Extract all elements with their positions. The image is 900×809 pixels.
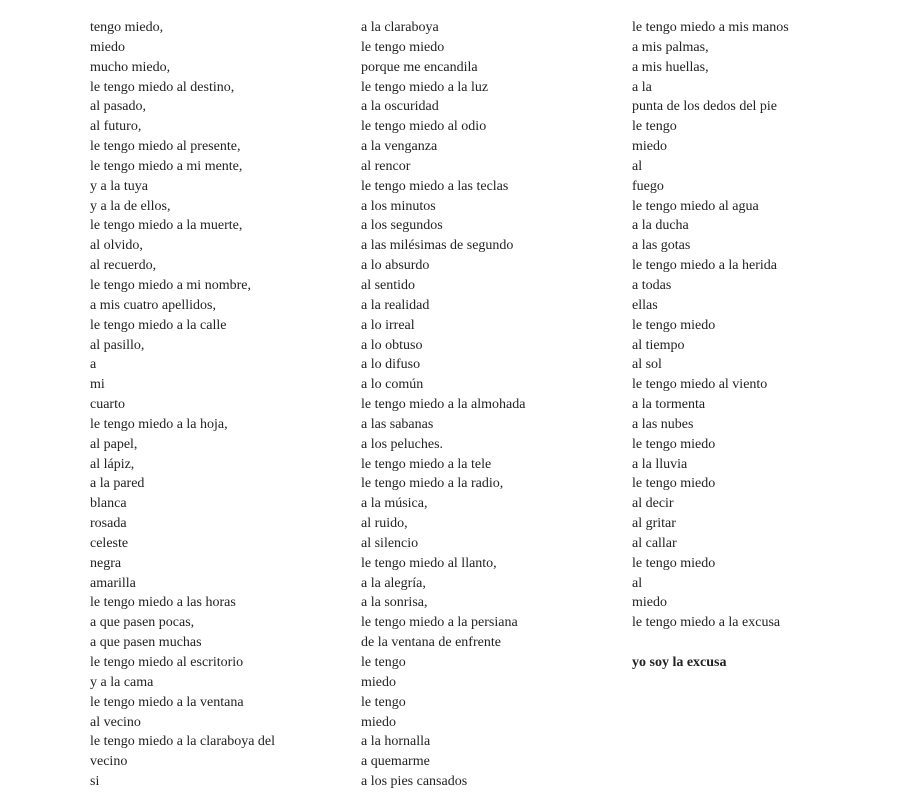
poem-line: al decir <box>632 496 674 512</box>
poem-line: a las gotas <box>632 238 691 254</box>
poem-line: mucho miedo, <box>90 59 171 75</box>
poem-line: al <box>632 575 643 591</box>
poem-line: miedo <box>632 139 667 155</box>
poem-line: a mis cuatro apellidos, <box>90 297 216 313</box>
poem-line: le tengo miedo a la luz <box>361 79 489 95</box>
poem-line: al pasillo, <box>90 337 145 353</box>
poem-line: a los peluches. <box>361 436 444 452</box>
poem-line: le tengo miedo al odio <box>361 119 487 135</box>
poem-line: a la realidad <box>361 297 430 313</box>
poem-column-3 <box>632 18 892 673</box>
poem-line: le tengo miedo a la tele <box>361 456 492 472</box>
poem-line: a la hornalla <box>361 734 431 750</box>
poem-line: le tengo miedo a la herida <box>632 258 777 274</box>
poem-column-1 <box>90 18 340 792</box>
poem-line: le tengo miedo al llanto, <box>361 555 497 571</box>
poem-line: al gritar <box>632 516 676 532</box>
poem-line: mi <box>90 377 105 393</box>
poem-line: le tengo <box>632 119 677 135</box>
poem-line: al sentido <box>361 277 416 293</box>
poem-line: a quemarme <box>361 754 430 770</box>
poem-line: le tengo miedo <box>632 555 716 571</box>
poem-line: al tiempo <box>632 337 685 353</box>
poem-line: a la lluvia <box>632 456 688 472</box>
poem-line: a las milésimas de segundo <box>361 238 514 254</box>
poem-line: a la oscuridad <box>361 99 439 115</box>
poem-line: rosada <box>90 516 127 532</box>
poem-line: a la ducha <box>632 218 689 234</box>
poem-line: a los minutos <box>361 198 436 214</box>
poem-line: a lo común <box>361 377 424 393</box>
poem-line: a la alegría, <box>361 575 426 591</box>
poem-line: a los segundos <box>361 218 443 234</box>
poem-line: le tengo miedo a la persiana <box>361 615 518 631</box>
poem-line: a la música, <box>361 496 428 512</box>
poem-line: le tengo miedo al destino, <box>90 79 235 95</box>
poem-line: le tengo <box>361 694 406 710</box>
poem-line: le tengo miedo a la hoja, <box>90 416 228 432</box>
poem-line: le tengo miedo <box>361 39 445 55</box>
poem-line: porque me encandila <box>361 59 478 75</box>
poem-line: a lo obtuso <box>361 337 423 353</box>
poem-line: le tengo miedo al agua <box>632 198 759 214</box>
poem-line: al <box>632 158 643 174</box>
poem-line: de la ventana de enfrente <box>361 635 501 651</box>
poem-line: le tengo miedo a la radio, <box>361 476 504 492</box>
poem-line: ellas <box>632 297 658 313</box>
poem-line: a lo absurdo <box>361 258 430 274</box>
poem-line: le tengo miedo <box>632 317 716 333</box>
poem-line: le tengo miedo al presente, <box>90 139 241 155</box>
poem-line: y a la de ellos, <box>90 198 171 214</box>
poem-line: a los pies cansados <box>361 774 468 790</box>
poem-line: al futuro, <box>90 119 142 135</box>
poem-line: le tengo miedo a la muerte, <box>90 218 243 234</box>
poem-line: al lápiz, <box>90 456 135 472</box>
poem-line: al ruido, <box>361 516 408 532</box>
poem-column-2 <box>361 18 611 792</box>
poem-line: y a la tuya <box>90 178 148 194</box>
poem-line: vecino <box>90 754 128 770</box>
poem-line: tengo miedo, <box>90 20 164 35</box>
poem-line: le tengo miedo a las teclas <box>361 178 509 194</box>
poem-line: al rencor <box>361 158 411 174</box>
poem-line: le tengo <box>361 655 406 670</box>
poem-line: miedo <box>632 595 667 611</box>
poem-line: le tengo miedo a la claraboya del <box>90 734 276 750</box>
poem-line: al olvido, <box>90 238 143 254</box>
poem-line: a mis palmas, <box>632 39 709 55</box>
poem-line: a las nubes <box>632 416 694 432</box>
poem-line: a las sabanas <box>361 416 434 432</box>
poem-line: le tengo miedo a las horas <box>90 595 236 611</box>
poem-line: a lo irreal <box>361 317 415 333</box>
poem-line: le tengo miedo a la ventana <box>90 694 244 710</box>
poem-line: a la venganza <box>361 139 438 155</box>
poem-line: blanca <box>90 496 127 512</box>
poem-line: le tengo miedo al viento <box>632 377 768 393</box>
poem-line: a mis huellas, <box>632 59 709 75</box>
poem-line: a la pared <box>90 476 145 492</box>
poem-line: a todas <box>632 277 672 293</box>
poem-line: al callar <box>632 535 677 551</box>
poem-line: le tengo miedo <box>632 476 716 492</box>
poem-line: cuarto <box>90 397 125 413</box>
poem-line: le tengo miedo <box>632 436 716 452</box>
poem-line: a la sonrisa, <box>361 595 428 611</box>
poem-line: negra <box>90 555 122 571</box>
poem-line: miedo <box>361 674 396 690</box>
poem-line: a la <box>632 79 652 95</box>
poem-line: al papel, <box>90 436 138 452</box>
poem-line: a que pasen muchas <box>90 635 202 651</box>
poem-line: a la claraboya <box>361 20 439 35</box>
poem-line: punta de los dedos del pie <box>632 99 778 115</box>
poem-line: miedo <box>90 39 125 55</box>
poem-line: fuego <box>632 178 664 194</box>
poem-line: al vecino <box>90 714 141 730</box>
poem-line: al pasado, <box>90 99 146 115</box>
poem-line: le tengo miedo a mi nombre, <box>90 277 251 293</box>
poem-line: le tengo miedo al escritorio <box>90 655 244 670</box>
poem-line: le tengo miedo a mi mente, <box>90 158 243 174</box>
poem-line: a que pasen pocas, <box>90 615 195 631</box>
poem-line: y a la cama <box>90 674 154 690</box>
poem-line: le tengo miedo a la excusa <box>632 615 781 631</box>
poem-line: celeste <box>90 535 129 551</box>
poem-line: al sol <box>632 357 662 373</box>
poem-line: amarilla <box>90 575 136 591</box>
poem-line: si <box>90 774 100 790</box>
poem-line: le tengo miedo a mis manos <box>632 20 789 35</box>
poem-line: a la tormenta <box>632 397 706 413</box>
poem-line: le tengo miedo a la almohada <box>361 397 526 413</box>
poem-line: le tengo miedo a la calle <box>90 317 227 333</box>
poem-line: a lo difuso <box>361 357 421 373</box>
poem-closing-line: yo soy la excusa <box>632 655 727 670</box>
poem-line: a <box>90 357 97 373</box>
poem-line: al recuerdo, <box>90 258 157 274</box>
poem-line: miedo <box>361 714 396 730</box>
poem-line: al silencio <box>361 535 419 551</box>
